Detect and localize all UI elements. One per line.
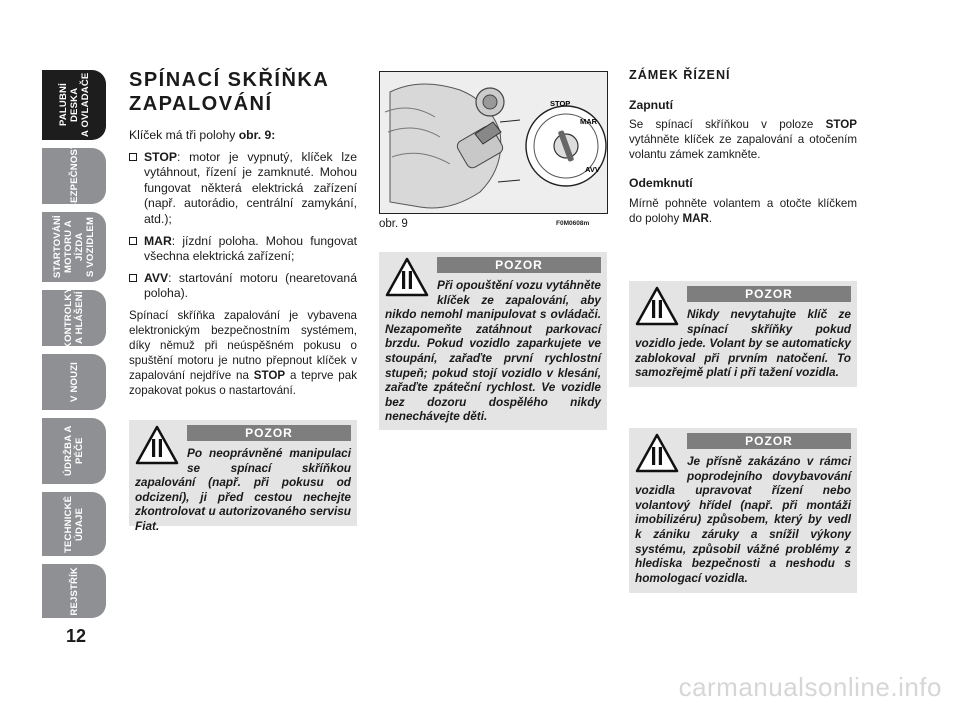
ignition-switch-figure	[379, 71, 608, 214]
engage-paragraph: Se spínací skříňkou v poloze STOP vytáhněte klíček ze zapalování a otočením volantu zámek zamkněte.	[629, 118, 857, 162]
tab-kontrolky[interactable]: KONTROLKY A HLÁŠENÍ	[42, 290, 106, 346]
left-column	[129, 68, 357, 398]
warning-text: Je přísně zakázáno v rámci poprodejního dovybavování vozidla upravovat řízení nebo volantový hřídel (např. při montáži imobilizéru) způsobem, který by vedl k zániku záruky a snížil výkony systému, způsobil vážné problémy z hlediska bezpečnosti a neshodu s homologací vozidla.	[635, 454, 851, 585]
checkbox-bullet-icon	[129, 153, 137, 161]
warning-text: Při opouštění vozu vytáhněte klíček ze zapalování, aby nikdo nemohl manipulovat s ovládači. Nezapomeňte zatáhnout parkovací brzdu. Pokud vozidlo zaparkujete ve stoupání, zařaďte první rychlostní stupeň; pokud stojí vozidlo v klesání, zařaďte zpáteční rychlost. Ve vozidle bez dozoru dospělého nikdy nenechávejte děti.	[385, 278, 601, 424]
fig-label-stop: STOP	[550, 99, 571, 108]
checkbox-bullet-icon	[129, 274, 137, 282]
list-item: AVV: startování motoru (nearetovaná poloha).	[129, 271, 357, 302]
figure-code: F0M0608m	[556, 220, 590, 227]
warning-box-leaving-car	[379, 252, 607, 430]
warning-box-key-removal	[629, 281, 857, 387]
warning-triangle-icon	[135, 425, 179, 465]
tab-technicke-udaje[interactable]: TECHNICKÉ ÚDAJE	[42, 492, 106, 556]
page-number: 12	[66, 626, 87, 646]
intro-paragraph: Klíček má tři polohy obr. 9:	[129, 128, 276, 142]
release-heading: Odemknutí	[629, 176, 693, 191]
list-item: MAR: jízdní poloha. Mohou fungovat všechna elektrická zařízení;	[129, 234, 357, 265]
checkbox-bullet-icon	[129, 237, 137, 245]
tab-udrzba[interactable]: ÚDRŽBA A PÉČE	[42, 418, 106, 484]
warning-title: POZOR	[187, 425, 351, 441]
watermark: carmanualsonline.info	[678, 672, 942, 702]
tab-bezpecnost[interactable]: BEZPEČNOST	[42, 148, 106, 204]
ignition-illustration	[380, 72, 607, 213]
fig-label-mar: MAR	[580, 117, 598, 126]
section-title: SPÍNACÍ SKŘÍŇKA ZAPALOVÁNÍ	[129, 69, 330, 115]
warning-title: POZOR	[437, 257, 601, 273]
release-paragraph: Mírně pohněte volantem a otočte klíčkem do polohy MAR.	[629, 196, 857, 225]
warning-box-modification	[629, 428, 857, 593]
tab-v-nouzi[interactable]: V NOUZI	[42, 354, 106, 410]
list-item: STOP: motor je vypnutý, klíček lze vytáhnout, řízení je zamknuté. Mohou fungovat některá elektrická zařízení (např. autorádio, centrální zamykání, atd.);	[129, 150, 357, 228]
warning-triangle-icon	[635, 286, 679, 326]
figure-caption: obr. 9	[379, 218, 408, 230]
warning-box-tampering	[129, 420, 357, 533]
position-list	[129, 150, 357, 302]
warning-text: Po neoprávněné manipulaci se spínací skříňkou zapalování (např. při pokusu od odcizení), ji před cestou nechejte zkontrolovat u autorizovaného servisu Fiat.	[135, 446, 351, 533]
warning-title: POZOR	[687, 433, 851, 449]
body-paragraph: Spínací skříňka zapalování je vybavena elektronickým bezpečnostním systémem, díky němuž při neúspěšném pokusu o spuštění motoru je nutno přepnout klíček v zapalování nejdříve na STOP a teprve pak zopakovat pokus o nastartování.	[129, 308, 357, 397]
warning-triangle-icon	[635, 433, 679, 473]
warning-text: Nikdy nevytahujte klíč ze spínací skříňky pokud vozidlo jede. Volant by se automaticky zablokoval při prvním natočení. To samozřejmě platí i při tažení vozidla.	[635, 307, 851, 380]
steering-lock-title: ZÁMEK ŘÍZENÍ	[629, 68, 731, 82]
tab-rejstrik[interactable]: REJSTŘÍK	[42, 564, 106, 618]
engage-heading: Zapnutí	[629, 97, 674, 112]
warning-triangle-icon	[385, 257, 429, 297]
tab-startovani[interactable]: STARTOVÁNÍ MOTORU A JÍZDA S VOZIDLEM	[42, 212, 106, 282]
fig-label-avv: AVV	[585, 165, 600, 174]
right-column	[629, 68, 857, 226]
warning-title: POZOR	[687, 286, 851, 302]
tab-palubni-deska[interactable]: PALUBNÍ DESKA A OVLADAČE	[42, 70, 106, 140]
